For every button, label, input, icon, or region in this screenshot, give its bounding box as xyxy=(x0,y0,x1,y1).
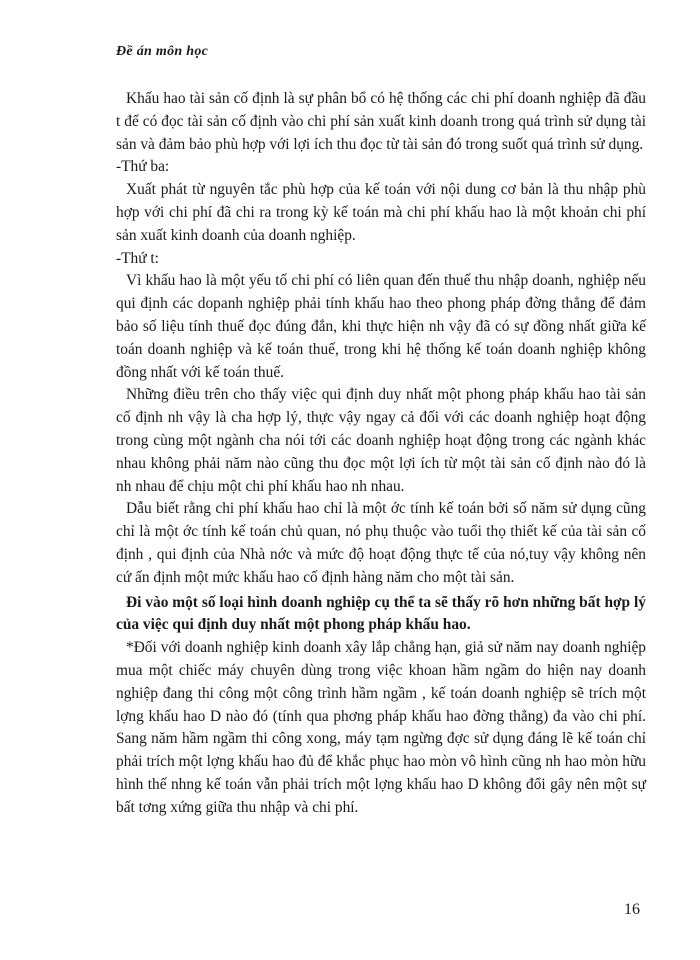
paragraph-single-method: Những điều trên cho thấy việc qui định duy nhất một phong pháp khấu hao tài sản cố định nh vậy là cha hợp lý, thực vậy ngay cả đối với các doanh nghiệp hoạt động trong cùng một ngành cha nói tới các doanh nghiệp hoạt động trong các ngành khác nhau không phải năm nào cũng thu đọc một lợi ích từ một tài sản cố định nào đó là nh nhau để chịu một chi phí khấu hao nh nhau. xyxy=(116,386,646,495)
section-label-fourth: -Thứ t: xyxy=(116,249,159,267)
paragraph-depreciation-definition: Khấu hao tài sản cố định là sự phân bổ có hệ thống các chi phí doanh nghiệp đã đầu t để có đọc tài sản cố định vào chi phí sản xuất kinh doanh trong quá trình sử dụng tài sản và đảm bảo phù hợp với lợi ích thu đọc từ tài sản đó trong suốt quá trình sử dụng. xyxy=(116,90,646,153)
running-header: Đề án môn học xyxy=(116,44,209,59)
paragraph-construction-example: *Đối với doanh nghiệp kinh doanh xây lắp chẳng hạn, giả sử năm nay doanh nghiệp mua một chiếc máy chuyên dùng trong việc khoan hầm ngầm do hiện nay doanh nghiệp đang thi công một công trình hầm ngầm , kế toán doanh nghiệp sẽ trích một lợng khấu hao D nào đó (tính qua phơng pháp khấu hao đờng thẳng) đa vào chi phí. Sang năm hầm ngầm thi công xong, máy tạm ngừng đợc sử dụng đáng lẽ kế toán chỉ phải trích một lợng khấu hao đủ để khắc phục hao mòn vô hình cũng nh hao mòn hữu hình thế nhng kế toán vẫn phải trích một lợng khấu hao D không đổi gây nên một sự bất tơng xứng giữa thu nhập và chi phí. xyxy=(116,639,646,816)
page-number: 16 xyxy=(624,901,640,918)
body-text xyxy=(116,88,646,820)
paragraph-estimate: Dẫu biết rằng chi phí khấu hao chỉ là một ớc tính kế toán bởi số năm sử dụng cũng chỉ là một ớc tính kế toán chủ quan, nó phụ thuộc vào tuổi thọ thiết kế của tài sản cố định , qui định của Nhà nớc và mức độ hoạt động thực tế của nó,tuy vậy không nên cứ ấn định một mức khấu hao cố định hàng năm cho một tài sản. xyxy=(116,500,646,586)
paragraph-bold-intro: Đi vào một số loại hình doanh nghiệp cụ thể ta sẽ thấy rõ hơn những bất hợp lý của việc qui định duy nhất một phong pháp khấu hao. xyxy=(116,593,646,634)
paragraph-matching-principle: Xuất phát từ nguyên tắc phù hợp của kế toán với nội dung cơ bản là thu nhập phù hợp với chi phí đã chi ra trong kỳ kế toán mà chi phí khấu hao là một khoản chi phí sản xuất kinh doanh của doanh nghiệp. xyxy=(116,181,646,244)
paragraph-income-tax: Vì khấu hao là một yếu tố chi phí có liên quan đến thuế thu nhập doanh, nghiệp nếu qui định các dopanh nghiệp phải tính khấu hao theo phong pháp đờng thẳng để đảm bảo số liệu tính thuế đọc đúng đắn, khi thực hiện nh vậy đã có sự đồng nhất giữa kế toán doanh nghiệp và kế toán thuế, trong khi hệ thống kế toán doanh nghiệp không đồng nhất với kế toán thuế. xyxy=(116,272,646,381)
section-label-third: -Thứ ba: xyxy=(116,158,170,176)
